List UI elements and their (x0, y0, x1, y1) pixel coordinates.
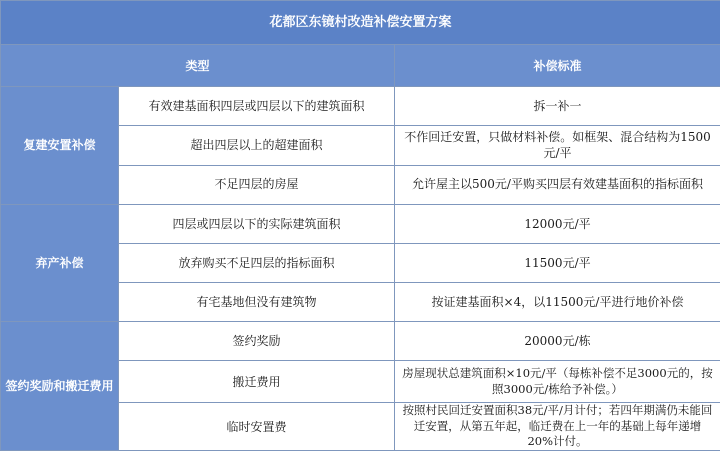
standard-cell: 按证建基面积×4，以11500元/平进行地价补偿 (395, 282, 720, 321)
item-cell: 有宅基地但没有建筑物 (119, 282, 395, 321)
table-title: 花都区东镜村改造补偿安置方案 (1, 1, 720, 45)
standard-cell: 12000元/平 (395, 204, 720, 243)
group-resettlement-compensation: 复建安置补偿 (1, 87, 119, 204)
standard-cell: 20000元/栋 (395, 322, 720, 361)
standard-cell: 房屋现状总建筑面积×10元/平（每栋补偿不足3000元的，按照3000元/栋给予补偿。） (395, 361, 720, 403)
item-cell: 放弃购买不足四层的指标面积 (119, 243, 395, 282)
item-cell: 不足四层的房屋 (119, 165, 395, 204)
table-row (1, 87, 720, 126)
standard-cell: 不作回迁安置，只做材料补偿。如框架、混合结构为1500元/平 (395, 126, 720, 165)
standard-cell: 11500元/平 (395, 243, 720, 282)
standard-cell: 允许屋主以500元/平购买四层有效建基面积的指标面积 (395, 165, 720, 204)
group-abandon-property-compensation: 弃产补偿 (1, 204, 119, 321)
item-cell: 有效建基面积四层或四层以下的建筑面积 (119, 87, 395, 126)
header-standard: 补偿标准 (395, 45, 720, 87)
header-type: 类型 (1, 45, 395, 87)
item-cell: 四层或四层以下的实际建筑面积 (119, 204, 395, 243)
table-row (1, 204, 720, 243)
standard-cell: 按照村民回迁安置面积38元/平/月计付；若四年期满仍未能回迁安置，从第五年起，临迁费在上一年的基础上每年递增20%计付。 (395, 403, 720, 451)
standard-cell: 拆一补一 (395, 87, 720, 126)
title-row (1, 1, 720, 45)
item-cell: 签约奖励 (119, 322, 395, 361)
item-cell: 临时安置费 (119, 403, 395, 451)
header-row (1, 45, 720, 87)
table-row (1, 322, 720, 361)
item-cell: 超出四层以上的超建面积 (119, 126, 395, 165)
item-cell: 搬迁费用 (119, 361, 395, 403)
group-signing-reward-relocation: 签约奖励和搬迁费用 (1, 322, 119, 451)
